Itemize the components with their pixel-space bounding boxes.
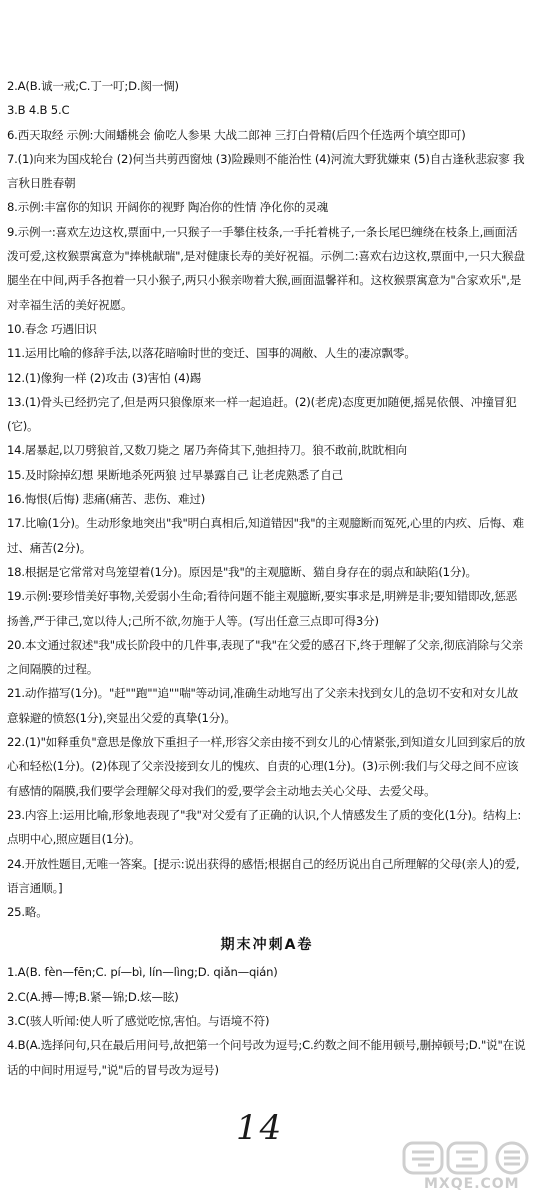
answer-item: 2.A(B.诚一戒;C.丁一叮;D.阂一惆) bbox=[7, 79, 179, 93]
answer-item: 14.屠暴起,以刀劈狼首,又数刀毙之 屠乃奔倚其下,弛担持刀。狼不敢前,眈眈相向 bbox=[7, 443, 407, 458]
answer-item: 6.西天取经 示例:大闹蟠桃会 偷吃人参果 大战二郎神 三打白骨精(后四个任选两个填空即可) bbox=[7, 127, 466, 142]
answer-item: 25.略。 bbox=[7, 905, 48, 920]
answer-list-part-2 bbox=[7, 960, 527, 1081]
answer-item: 17.比喻(1分)。生动形象地突出"我"明白真相后,知道错因"我"的主观臆断而冤死,心里的内疚、后悔、难过、痛苦(2分)。 bbox=[7, 516, 524, 555]
answer-item: 11.运用比喻的修辞手法,以落花暗喻时世的变迁、国事的凋敝、人生的凄凉飘零。 bbox=[7, 346, 416, 361]
answer-item: 8.示例:丰富你的知识 开阔你的视野 陶冶你的性情 净化你的灵魂 bbox=[7, 200, 329, 215]
section-title: 期末冲刺A卷 bbox=[220, 937, 314, 954]
answer-item: 16.悔恨(后悔) 悲痛(痛苦、悲伤、难过) bbox=[7, 492, 206, 507]
answer-item: 12.(1)像狗一样 (2)攻击 (3)害怕 (4)踢 bbox=[7, 370, 202, 385]
answer-item: 22.(1)"如释重负"意思是像放下重担子一样,形容父亲由接不到女儿的心情紧张,到知道女儿回到家后的放心和轻松(1分)。(2)体现了父亲没接到女儿的愧疚、自责的心理(1分)。(3)示例:我们与父母之间不应该有感情的隔膜,我们要学会理解父母对我们的爱,要学会主动地去关心父母、去爱父母。 bbox=[7, 735, 526, 798]
answer-item: 24.开放性题目,无唯一答案。[提示:说出获得的感悟;根据自己的经历说出自己所理解的父母(亲人)的爱,语言通顺。] bbox=[7, 856, 520, 895]
answer-item: 7.(1)向来为国戍轮台 (2)何当共剪西窗烛 (3)险躁则不能治性 (4)河流大野犹嫌束 (5)自古逢秋悲寂寥 我言秋日胜春朝 bbox=[7, 151, 525, 191]
answer-item: 20.本文通过叙述"我"成长阶段中的几件事,表现了"我"在父爱的感召下,终于理解了父亲,彻底消除与父亲之间隔膜的过程。 bbox=[7, 637, 523, 677]
answer-list-part-1 bbox=[7, 74, 527, 924]
answer-item: 13.(1)骨头已经扔完了,但是两只狼像原来一样一起追赶。(2)(老虎)态度更加随便,摇晃依偎、冲撞冒犯(它)。 bbox=[7, 394, 517, 434]
answer-item: 1.A(B. fèn—fēn;C. pí—bì, lín—lìng;D. qiǎn—qián) bbox=[7, 965, 278, 980]
answer-item: 18.根据是它常常对鸟笼望着(1分)。原因是"我"的主观臆断、猫自身存在的弱点和缺陷(1分)。 bbox=[7, 564, 477, 579]
answer-item: 3.C(骇人听闻:使人听了感觉吃惊,害怕。与语境不符) bbox=[7, 1013, 270, 1028]
answer-item: 19.示例:要珍惜美好事物,关爱弱小生命;看待问题不能主观臆断,要实事求是,明辨是非;要知错即改,惩恶扬善,严于律己,宽以待人;己所不欲,勿施于人等。(写出任意三点即可得3分) bbox=[7, 589, 518, 628]
page-number: 14 bbox=[236, 1108, 284, 1148]
answer-item: 9.示例一:喜欢左边这枚,票面中,一只猴子一手攀住枝条,一手托着桃子,一条长尾巴缠绕在枝条上,画面活泼可爱,这枚猴票寓意为"捧桃献瑞",是对健康长寿的美好祝福。示例二:喜欢右边这枚,票面中,一只大猴盘腿坐在中间,两手各抱着一只小猴子,两只小猴亲吻着大猴,画面温馨祥和。这枚猴票寓意为"合家欢乐",是对幸福生活的美好祝愿。 bbox=[7, 224, 525, 312]
answer-item: 10.春念 巧遇旧识 bbox=[7, 321, 97, 336]
answer-item: 15.及时除掉幻想 果断地杀死两狼 过早暴露自己 让老虎熟悉了自己 bbox=[7, 467, 343, 482]
answer-item: 2.C(A.搏—博;B.紧—锦;D.炫—眩) bbox=[7, 989, 179, 1004]
answer-item: 3.B 4.B 5.C bbox=[7, 103, 70, 118]
watermark bbox=[402, 1140, 534, 1196]
answer-item: 21.动作描写(1分)。"赶""跑""追""喘"等动词,准确生动地写出了父亲未找到女儿的急切不安和对女儿故意躲避的愤怒(1分),突显出父爱的真挚(1分)。 bbox=[7, 686, 519, 725]
watermark-logo-icon bbox=[402, 1140, 534, 1176]
watermark-url: MXQE.COM bbox=[424, 1176, 520, 1192]
answer-item: 23.内容上:运用比喻,形象地表现了"我"对父爱有了正确的认识,个人情感发生了质的变化(1分)。结构上:点明中心,照应题目(1分)。 bbox=[7, 807, 522, 847]
answer-item: 4.B(A.选择问句,只在最后用问号,故把第一个问号改为逗号;C.约数之间不能用顿号,删掉顿号;D."说"在说话的中间时用逗号,"说"后的冒号改为逗号) bbox=[7, 1038, 526, 1077]
